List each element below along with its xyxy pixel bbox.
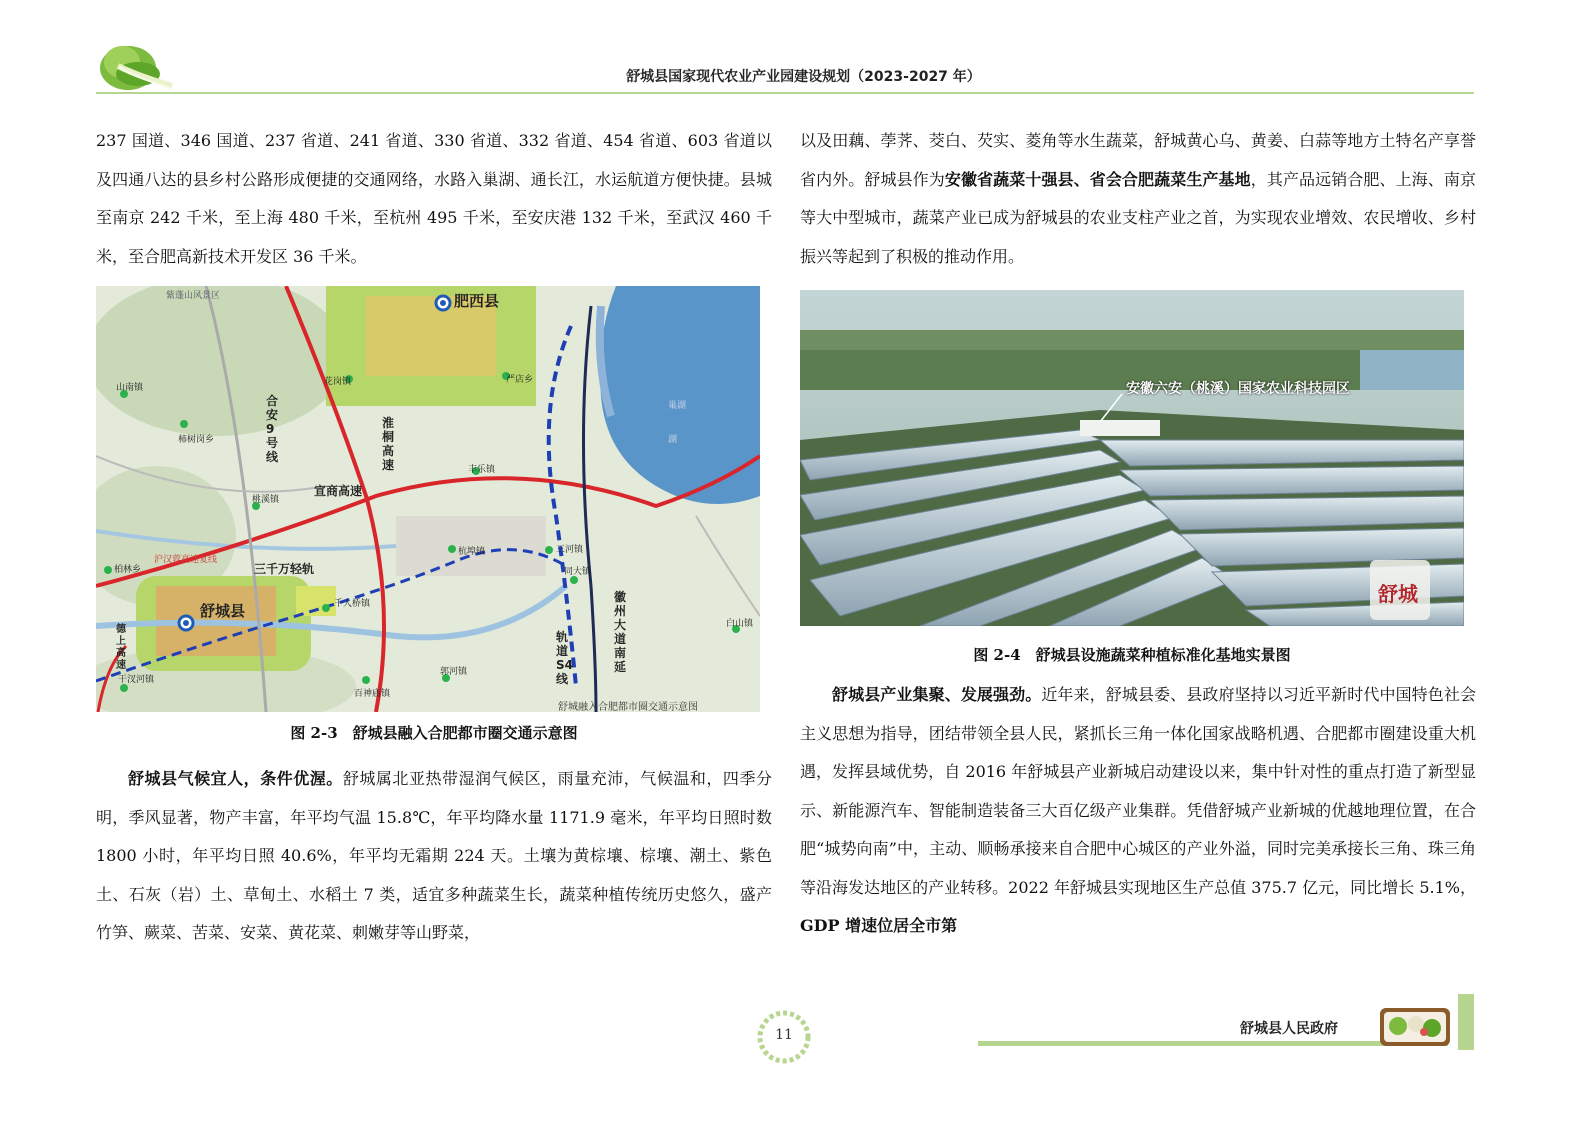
map-town-label: 杭埠镇 [458, 547, 486, 557]
map-road-huyu: 沪汉蓉高速复线 [154, 555, 218, 565]
transport-map-figure [96, 286, 760, 712]
paragraph-industry-body: 近年来，舒城县委、县政府坚持以习近平新时代中国特色社会主义思想为指导，团结带领全县人民，紧抓长三角一体化国家战略机遇、合肥都市圈建设重大机遇，发挥县域优势，自 2016 年舒城县产业新城启动建设以来，集中针对性的重点打造了新型显示、新能源汽车、智能制造装备三大百亿级产业集群。凭借舒城产业新城的优越地理位置，在合肥“城势向南”中，主动、顺畅承接来自合肥中心城区的产业外溢，同时完美承接长三角、珠三角等沿海发达地区的产业转移。2022 年舒城县实现地区生产总值 375.7 亿元，同比增长 5.1%， [800, 685, 1476, 897]
map-town-label: 桃溪镇 [252, 495, 280, 505]
footer-organization: 舒城县人民政府 [1240, 1021, 1338, 1037]
map-road-g9: 合安9号线 [266, 394, 279, 464]
footer-accent-bar [1458, 994, 1474, 1050]
page-number-badge [757, 1010, 811, 1064]
map-label-shucheng: 舒城县 [200, 602, 246, 620]
paragraph-industry-lead: 舒城县产业集聚、发展强劲。 [832, 685, 1042, 704]
map-town-label: 柿树岗乡 [178, 435, 215, 445]
map-road-s4: 轨道S4线 [556, 630, 573, 686]
paragraph-vegetables-bold: 安徽省蔬菜十强县、省会合肥蔬菜生产基地 [944, 169, 1251, 189]
map-town-label: 白山镇 [726, 619, 754, 629]
map-town-label: 百神庙镇 [354, 689, 391, 699]
map-lake-label: 巢湖 [668, 401, 687, 411]
paragraph-vegetables-a: 以及田藕、荸荠、茭白、芡实、菱角等水生蔬菜，舒城黄心乌、黄姜、白蒜等地方土特名产享誉省内外。舒城县作为 [800, 131, 1476, 189]
left-column-lower [96, 760, 772, 953]
paragraph-climate-lead: 舒城县气候宜人，条件优渥。 [128, 769, 343, 788]
map-town-label: 干汊河镇 [118, 675, 155, 685]
map-town-label: 千人桥镇 [334, 599, 371, 609]
shucheng-stamp: 舒城 [1378, 582, 1418, 606]
right-column [800, 122, 1476, 276]
park-label: 安徽六安（桃溪）国家农业科技园区 [1126, 381, 1350, 397]
map-town-label: 同大镇 [564, 567, 592, 577]
map-road-light-rail: 三千万轻轨 [254, 562, 315, 576]
paragraph-vegetables [800, 122, 1476, 276]
figure-2-4-caption: 图 2-4 舒城县设施蔬菜种植标准化基地实景图 [973, 646, 1291, 664]
map-town-label: 三河镇 [556, 545, 584, 555]
map-town-label: 花岗镇 [324, 377, 352, 387]
vegetable-basket-icon [1378, 1004, 1452, 1048]
map-scenic-label: 紫蓬山风景区 [166, 291, 221, 301]
paragraph-vegetables-b: ，其产品远销合肥、上海、南京等大中型城市，蔬菜产业已成为舒城县的农业支柱产业之首，为实现农业增效、农民增收、乡村振兴等起到了积极的推动作用。 [800, 169, 1476, 266]
map-label-feixi: 肥西县 [454, 292, 500, 310]
map-road-deshang: 德上高速 [116, 624, 126, 671]
left-column [96, 122, 772, 276]
map-road-huaitong: 淮桐高速 [382, 416, 395, 472]
map-town-label: 柏林乡 [114, 565, 142, 575]
map-town-label: 丰乐镇 [468, 465, 496, 475]
map-town-label: 严店乡 [506, 375, 534, 385]
map-lake-label-2: 湖 [668, 435, 678, 445]
paragraph-industry-tail: GDP 增速位居全市第 [800, 916, 958, 935]
paragraph-climate [96, 760, 772, 953]
paragraph-transport: 237 国道、346 国道、237 省道、241 省道、330 省道、332 省道、454 省道、603 省道以及四通八达的县乡村公路形成便捷的交通网络，水路入巢湖、通长江，水运航道方便快捷。县城至南京 242 千米，至上海 480 千米，至杭州 495 千米，至安庆港 132 千米，至武汉 460 千米，至合肥高新技术开发区 36 千米。 [96, 131, 772, 266]
greenhouse-photo-figure [800, 290, 1464, 626]
paragraph-climate-body: 舒城属北亚热带湿润气候区，雨量充沛，气候温和，四季分明，季风显著，物产丰富，年平均气温 15.8℃，年平均降水量 1171.9 毫米，年平均日照时数 1800 小时，年平均日照 40.6%，年平均无霜期 224 天。土壤为黄棕壤、棕壤、潮土、紫色土、石灰（岩）土、草甸土、水稻土 7 类，适宜多种蔬菜生长，蔬菜种植传统历史悠久，盛产竹笋、蕨菜、苦菜、安菜、黄花菜、刺嫩芽等山野菜， [96, 769, 772, 942]
right-column-lower [800, 676, 1476, 946]
map-road-huizhou: 徽州大道南延 [614, 590, 627, 674]
document-header-title: 舒城县国家现代农业产业园建设规划（2023-2027 年） [626, 69, 981, 85]
page-number: 11 [775, 1027, 793, 1043]
map-canvas [96, 286, 760, 712]
header-divider [96, 92, 1474, 94]
paragraph-industry [800, 676, 1476, 946]
map-town-label: 郭河镇 [440, 667, 468, 677]
map-road-ningshang: 宣商高速 [314, 484, 363, 498]
map-watermark: 舒城融入合肥都市圈交通示意图 [558, 702, 698, 712]
figure-2-3-caption: 图 2-3 舒城县融入合肥都市圈交通示意图 [290, 724, 578, 742]
map-town-label: 山南镇 [116, 383, 144, 393]
